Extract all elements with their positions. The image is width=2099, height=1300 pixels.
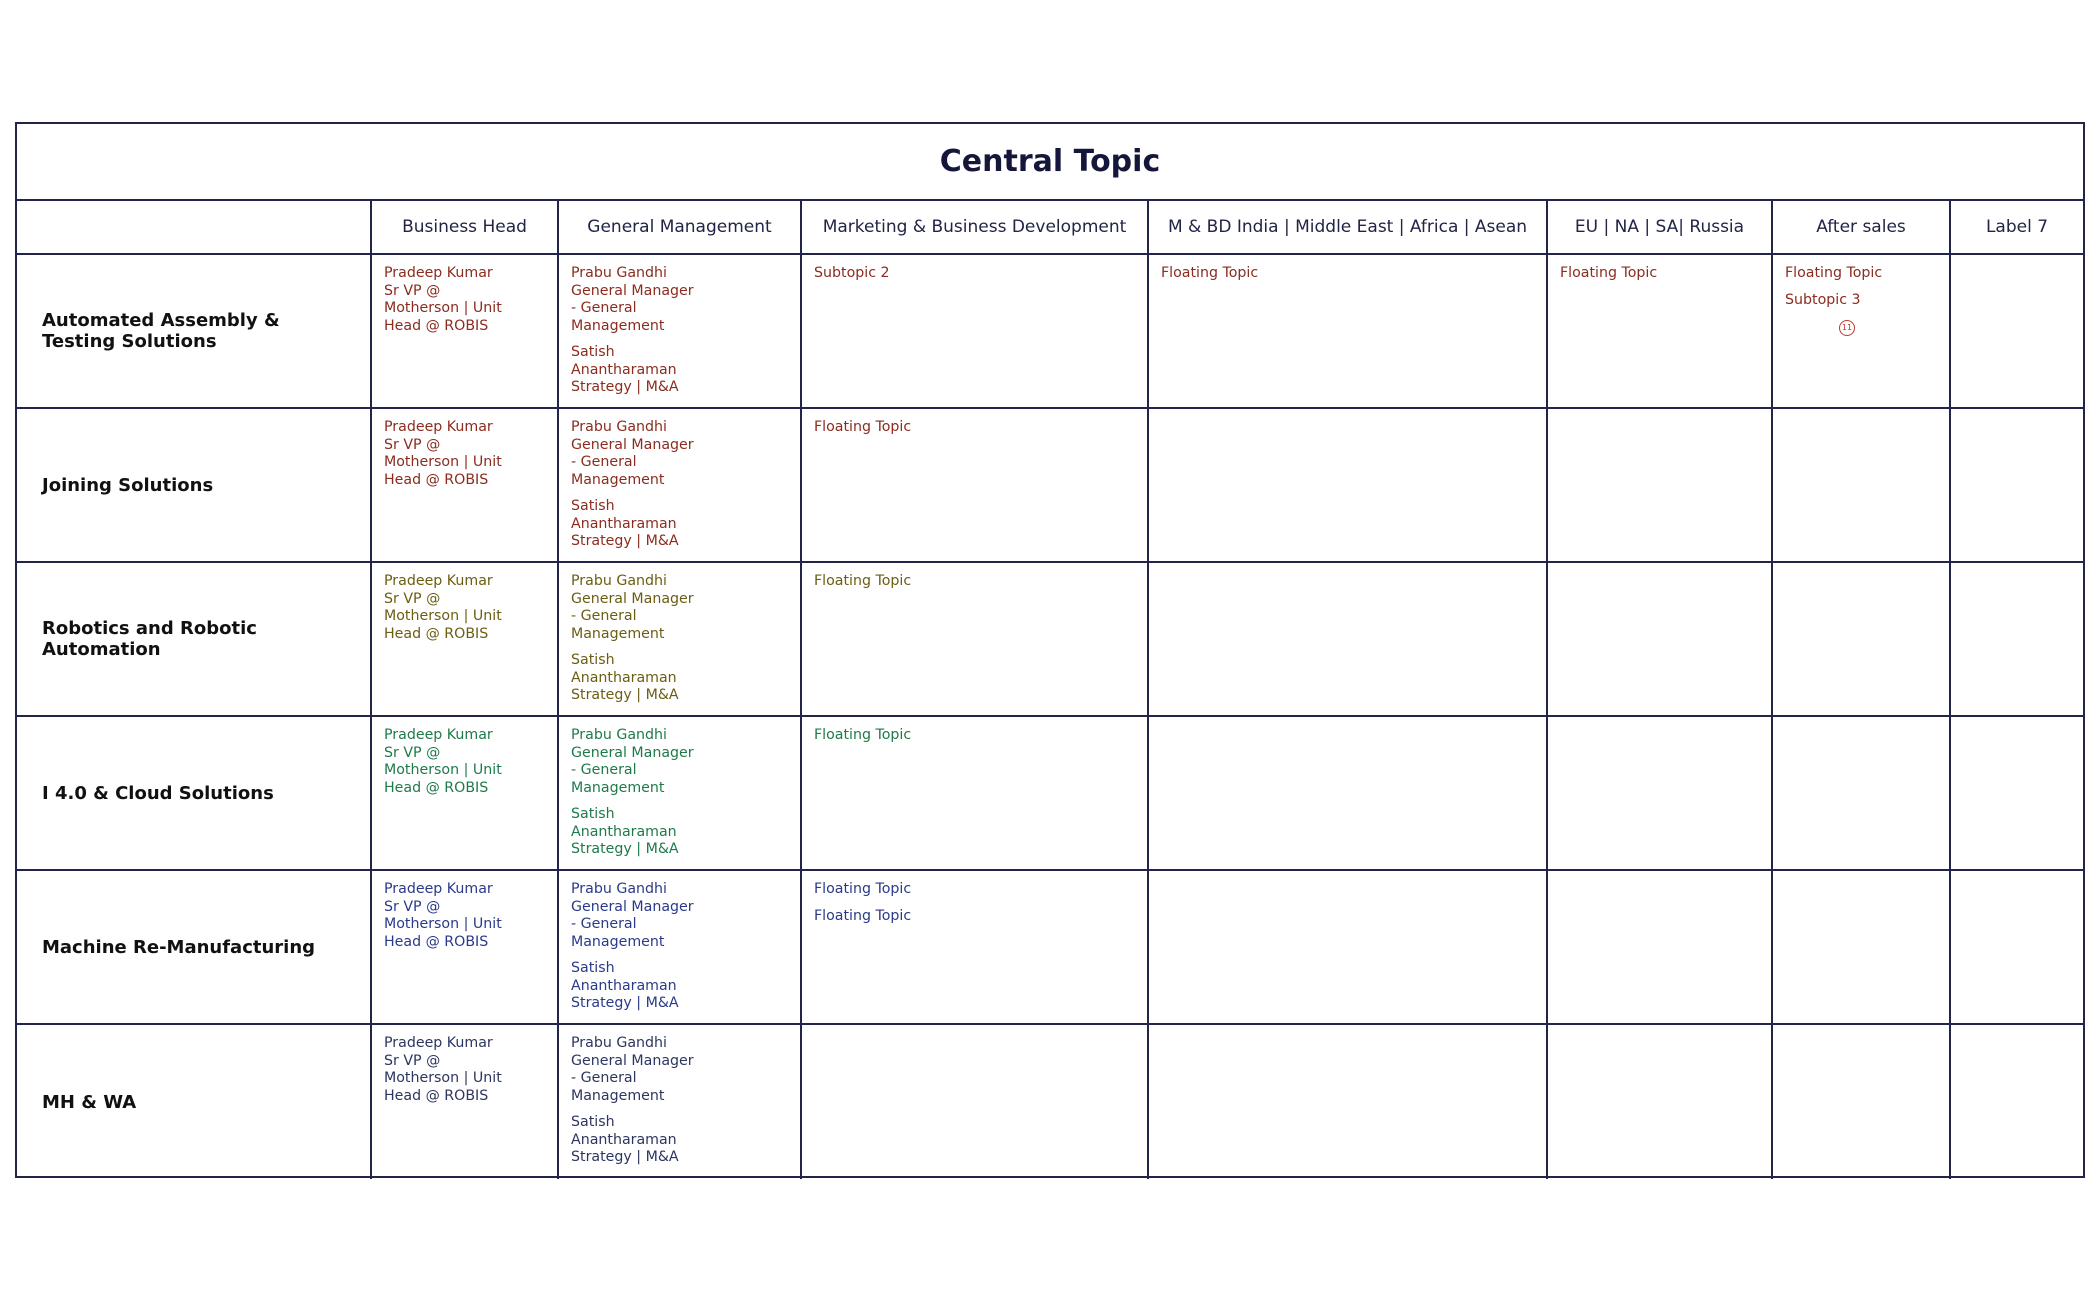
topic-text: Motherson | Unit <box>384 1070 502 1086</box>
topic-text: Floating Topic <box>814 419 912 435</box>
topic-text: Sr VP @ <box>384 282 441 299</box>
topic-text: Satish <box>571 344 615 360</box>
topic-node[interactable] <box>571 419 790 489</box>
matrix-cell[interactable] <box>1773 871 1951 1025</box>
topic-node[interactable] <box>384 573 547 643</box>
topic-text: Sr VP @ <box>384 436 441 453</box>
topic-node[interactable] <box>384 1035 547 1105</box>
topic-text: - General <box>571 762 637 778</box>
topic-text: Strategy | M&A <box>571 533 679 549</box>
matrix-cell[interactable] <box>1149 409 1548 563</box>
matrix-cell[interactable] <box>559 717 802 871</box>
topic-node[interactable] <box>571 881 790 951</box>
topic-text: General Manager <box>571 1052 694 1069</box>
topic-text: - General <box>571 300 637 316</box>
topic-text: Prabu Gandhi <box>571 727 667 743</box>
topic-text: Management <box>571 471 665 488</box>
matrix-cell[interactable] <box>559 1025 802 1179</box>
topic-node[interactable] <box>814 573 1137 591</box>
topic-text: General Manager <box>571 590 694 607</box>
matrix-cell[interactable] <box>1951 1025 2083 1179</box>
topic-text: Head @ ROBIS <box>384 779 489 796</box>
topic-text: Sr VP @ <box>384 1052 441 1069</box>
row-label[interactable]: Machine Re-Manufacturing <box>17 871 372 1025</box>
topic-node[interactable] <box>571 652 790 705</box>
matrix-cell[interactable] <box>1951 255 2083 409</box>
topic-text: Satish <box>571 806 615 822</box>
matrix-cell[interactable] <box>372 871 559 1025</box>
topic-text: Pradeep Kumar <box>384 881 493 897</box>
topic-text: Motherson | Unit <box>384 762 502 778</box>
matrix-cell[interactable] <box>1548 409 1773 563</box>
topic-node[interactable] <box>571 344 790 397</box>
topic-text: Sr VP @ <box>384 590 441 607</box>
count-badge-icon[interactable]: 11 <box>1839 320 1855 336</box>
topic-text: Satish <box>571 960 615 976</box>
topic-text: Motherson | Unit <box>384 300 502 316</box>
column-header[interactable]: After sales <box>1773 201 1951 255</box>
topic-text: Pradeep Kumar <box>384 727 493 743</box>
matrix-cell[interactable] <box>802 255 1149 409</box>
matrix-cell[interactable] <box>1548 255 1773 409</box>
topic-text: Motherson | Unit <box>384 454 502 470</box>
topic-text: Floating Topic <box>814 573 912 589</box>
row-label[interactable]: Automated Assembly & Testing Solutions <box>17 255 372 409</box>
topic-node[interactable] <box>814 908 1137 926</box>
topic-node[interactable] <box>384 727 547 797</box>
topic-text: Motherson | Unit <box>384 608 502 624</box>
topic-text: Management <box>571 625 665 642</box>
topic-text: Satish <box>571 498 615 514</box>
row-label[interactable]: I 4.0 & Cloud Solutions <box>17 717 372 871</box>
topic-text: Floating Topic <box>814 881 912 897</box>
matrix-cell[interactable] <box>802 717 1149 871</box>
topic-text: Anantharaman <box>571 515 677 532</box>
matrix-cell[interactable] <box>1149 717 1548 871</box>
matrix-cell[interactable] <box>559 871 802 1025</box>
topic-text: Anantharaman <box>571 823 677 840</box>
matrix-cell[interactable] <box>802 871 1149 1025</box>
topic-node[interactable] <box>1161 265 1536 283</box>
topic-text: Floating Topic <box>1161 265 1259 281</box>
topic-text: Prabu Gandhi <box>571 265 667 281</box>
topic-text: Pradeep Kumar <box>384 419 493 435</box>
central-topic[interactable]: Central Topic <box>17 124 2083 201</box>
matrix-cell[interactable] <box>372 717 559 871</box>
topic-text: Floating Topic <box>814 907 912 924</box>
topic-text: Subtopic 3 <box>1785 291 1861 308</box>
topic-text: General Manager <box>571 282 694 299</box>
topic-text: Anantharaman <box>571 1131 677 1148</box>
header-corner <box>17 201 372 255</box>
matrix-cell[interactable] <box>1951 563 2083 717</box>
topic-text: Pradeep Kumar <box>384 265 493 281</box>
topic-text: - General <box>571 1070 637 1086</box>
topic-text: Floating Topic <box>814 727 912 743</box>
topic-text: Strategy | M&A <box>571 841 679 857</box>
matrix-cell[interactable] <box>1951 717 2083 871</box>
topic-text: Anantharaman <box>571 361 677 378</box>
matrix-cell[interactable] <box>1548 563 1773 717</box>
row-label[interactable]: Joining Solutions <box>17 409 372 563</box>
topic-text: General Manager <box>571 898 694 915</box>
topic-text: Head @ ROBIS <box>384 471 489 488</box>
column-header[interactable]: Business Head <box>372 201 559 255</box>
topic-text: - General <box>571 608 637 624</box>
topic-text: Satish <box>571 1114 615 1130</box>
topic-text: Head @ ROBIS <box>384 1087 489 1104</box>
matrix-cell[interactable] <box>1149 871 1548 1025</box>
matrix-cell[interactable] <box>1149 1025 1548 1179</box>
topic-text: Prabu Gandhi <box>571 881 667 897</box>
topic-text: Strategy | M&A <box>571 995 679 1011</box>
matrix-cell[interactable] <box>1548 1025 1773 1179</box>
topic-text: General Manager <box>571 744 694 761</box>
topic-text: Head @ ROBIS <box>384 317 489 334</box>
matrix-cell[interactable] <box>802 409 1149 563</box>
topic-node[interactable] <box>384 419 547 489</box>
matrix-cell[interactable] <box>802 563 1149 717</box>
matrix-diagram <box>15 122 2085 1178</box>
matrix-cell[interactable] <box>372 1025 559 1179</box>
topic-text: Subtopic 2 <box>814 265 890 281</box>
column-header[interactable]: General Management <box>559 201 802 255</box>
matrix-cell[interactable] <box>372 255 559 409</box>
topic-text: Pradeep Kumar <box>384 1035 493 1051</box>
topic-text: Sr VP @ <box>384 744 441 761</box>
topic-text: Anantharaman <box>571 669 677 686</box>
topic-node[interactable] <box>1785 265 1939 283</box>
topic-node[interactable] <box>571 265 790 335</box>
matrix-cell[interactable] <box>559 409 802 563</box>
column-header[interactable]: Marketing & Business Development <box>802 201 1149 255</box>
topic-node[interactable] <box>814 727 1137 745</box>
matrix-cell[interactable] <box>802 1025 1149 1179</box>
topic-text: Anantharaman <box>571 977 677 994</box>
topic-text: Head @ ROBIS <box>384 933 489 950</box>
topic-node[interactable] <box>384 265 547 335</box>
topic-node[interactable] <box>814 419 1137 437</box>
topic-text: Head @ ROBIS <box>384 625 489 642</box>
topic-text: Strategy | M&A <box>571 379 679 395</box>
matrix-cell[interactable] <box>1773 255 1951 409</box>
matrix-cell[interactable] <box>1951 871 2083 1025</box>
topic-node[interactable] <box>571 806 790 859</box>
topic-text: Management <box>571 779 665 796</box>
row-label[interactable]: Robotics and Robotic Automation <box>17 563 372 717</box>
topic-text: Pradeep Kumar <box>384 573 493 589</box>
column-header[interactable]: EU | NA | SA| Russia <box>1548 201 1773 255</box>
topic-text: Prabu Gandhi <box>571 1035 667 1051</box>
topic-text: - General <box>571 454 637 470</box>
matrix-cell[interactable] <box>1773 409 1951 563</box>
column-header[interactable]: Label 7 <box>1951 201 2083 255</box>
topic-node[interactable] <box>814 265 1137 283</box>
topic-node[interactable] <box>1560 265 1761 283</box>
matrix-cell[interactable] <box>559 563 802 717</box>
topic-text: Floating Topic <box>1785 265 1883 281</box>
topic-node[interactable] <box>571 1035 790 1105</box>
matrix-cell[interactable] <box>1951 409 2083 563</box>
column-header[interactable]: M & BD India | Middle East | Africa | Asean <box>1149 201 1548 255</box>
topic-text: Management <box>571 317 665 334</box>
topic-node[interactable] <box>571 573 790 643</box>
matrix-cell[interactable] <box>559 255 802 409</box>
topic-text: Sr VP @ <box>384 898 441 915</box>
topic-text: General Manager <box>571 436 694 453</box>
topic-node[interactable] <box>1785 292 1939 310</box>
matrix-cell[interactable] <box>1773 563 1951 717</box>
topic-text: Management <box>571 933 665 950</box>
matrix-cell[interactable] <box>1149 563 1548 717</box>
matrix-cell[interactable] <box>372 563 559 717</box>
topic-text: - General <box>571 916 637 932</box>
matrix-cell[interactable] <box>1548 871 1773 1025</box>
matrix-cell[interactable] <box>1773 717 1951 871</box>
matrix-cell[interactable] <box>1548 717 1773 871</box>
topic-text: Management <box>571 1087 665 1104</box>
matrix-cell[interactable] <box>372 409 559 563</box>
topic-node[interactable] <box>384 881 547 951</box>
matrix-cell[interactable] <box>1149 255 1548 409</box>
topic-node[interactable] <box>571 498 790 551</box>
topic-text: Satish <box>571 652 615 668</box>
topic-text: Prabu Gandhi <box>571 573 667 589</box>
matrix-cell[interactable] <box>1773 1025 1951 1179</box>
topic-text: Strategy | M&A <box>571 687 679 703</box>
topic-node[interactable] <box>571 727 790 797</box>
topic-text: Motherson | Unit <box>384 916 502 932</box>
topic-text: Floating Topic <box>1560 265 1658 281</box>
topic-text: Strategy | M&A <box>571 1149 679 1165</box>
matrix-grid <box>17 201 2083 1179</box>
row-label[interactable]: MH & WA <box>17 1025 372 1179</box>
topic-node[interactable] <box>814 881 1137 899</box>
topic-node[interactable] <box>571 1114 790 1167</box>
topic-text: Prabu Gandhi <box>571 419 667 435</box>
topic-node[interactable] <box>571 960 790 1013</box>
